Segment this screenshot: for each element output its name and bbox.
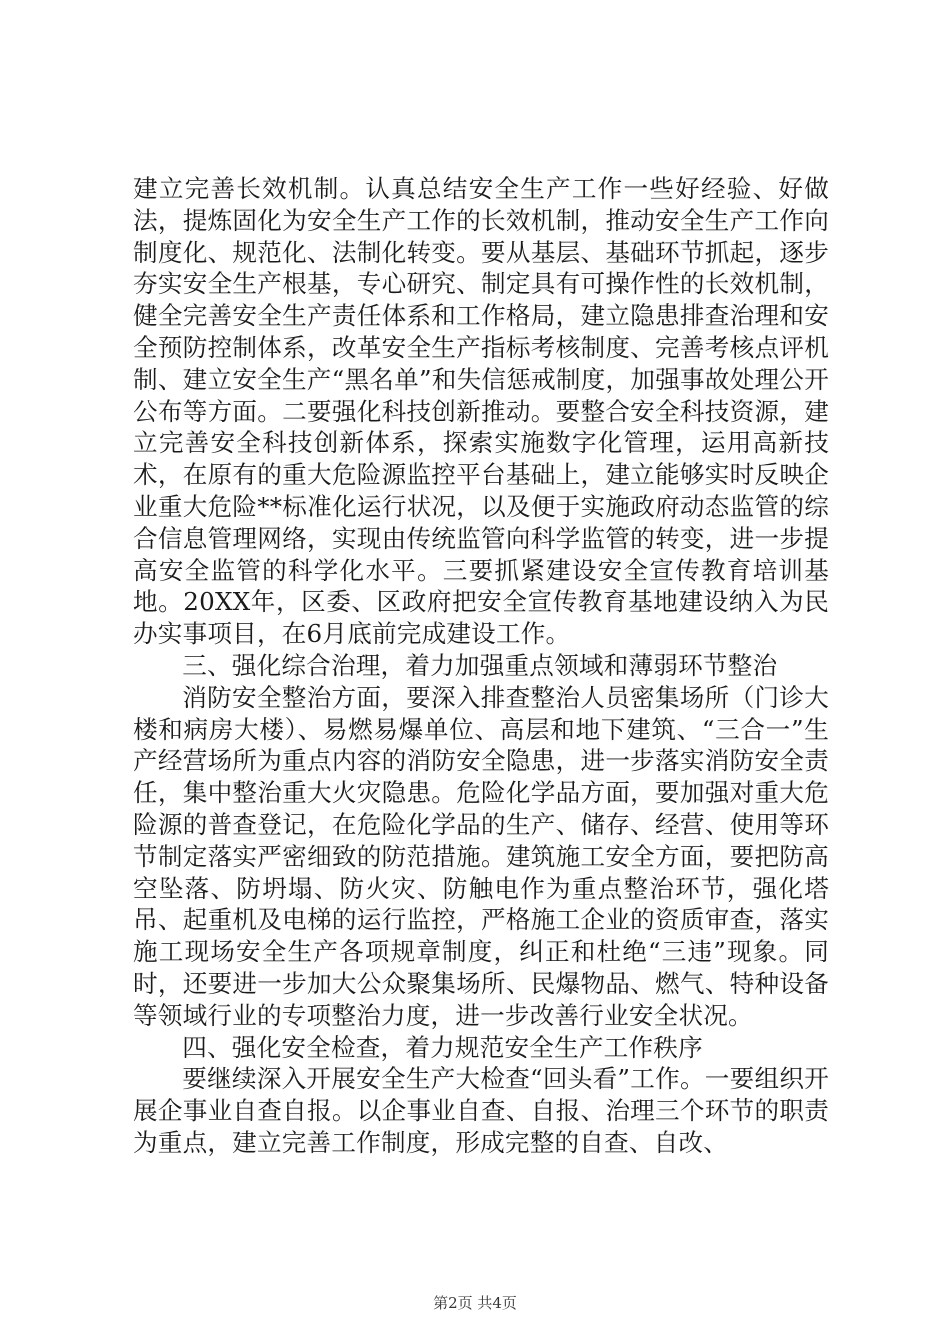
document-body xyxy=(133,173,829,1159)
paragraph-fire-safety: 消防安全整治方面，要深入排查整治人员密集场所（门诊大楼和病房大楼）、易燃易爆单位、高层和地下建筑、“三合一”生产经营场所为重点内容的消防安全隐患，进一步落实消防安全责任，集中整治重大火灾隐患。危险化学品方面，要加强对重大危险源的普查登记，在危险化学品的生产、储存、经营、使用等环节制定落实严密细致的防范措施。建筑施工安全方面，要把防高空坠落、防坍塌、防火灾、防触电作为重点整治环节，强化塔吊、起重机及电梯的运行监控，严格施工企业的资质审查，落实施工现场安全生产各项规章制度，纠正和杜绝“三违”现象。同时，还要进一步加大公众聚集场所、民爆物品、燃气、特种设备等领域行业的专项整治力度，进一步改善行业安全状况。 xyxy=(133,682,829,1030)
paragraph-long-term-mechanism: 建立完善长效机制。认真总结安全生产工作一些好经验、好做法，提炼固化为安全生产工作的长效机制，推动安全生产工作向制度化、规范化、法制化转变。要从基层、基础环节抓起，逐步夯实安全生产根基，专心研究、制定具有可操作性的长效机制，健全完善安全生产责任体系和工作格局，建立隐患排查治理和安全预防控制体系，改革安全生产指标考核制度、完善考核点评机制、建立安全生产“黑名单”和失信惩戒制度，加强事故处理公开公布等方面。二要强化科技创新推动。要整合安全科技资源，建立完善安全科技创新体系，探索实施数字化管理，运用高新技术，在原有的重大危险源监控平台基础上，建立能够实时反映企业重大危险**标准化运行状况，以及便于实施政府动态监管的综合信息管理网络，实现由传统监管向科学监管的转变，进一步提高安全监管的科学化水平。三要抓紧建设安全宣传教育培训基地。20XX年，区委、区政府把安全宣传教育基地建设纳入为民办实事项目，在6月底前完成建设工作。 xyxy=(133,174,829,649)
paragraph-safety-inspection: 要继续深入开展安全生产大检查“回头看”工作。一要组织开展企事业自查自报。以企事业自查、自报、治理三个环节的职责为重点，建立完善工作制度，形成完整的自查、自改、 xyxy=(133,1064,829,1157)
section-heading-four: 四、强化安全检查，着力规范安全生产工作秩序 xyxy=(182,1032,703,1062)
page-number-footer: 第2页 共4页 xyxy=(433,1294,517,1312)
section-heading-three: 三、强化综合治理，着力加强重点领域和薄弱环节整治 xyxy=(182,650,778,680)
